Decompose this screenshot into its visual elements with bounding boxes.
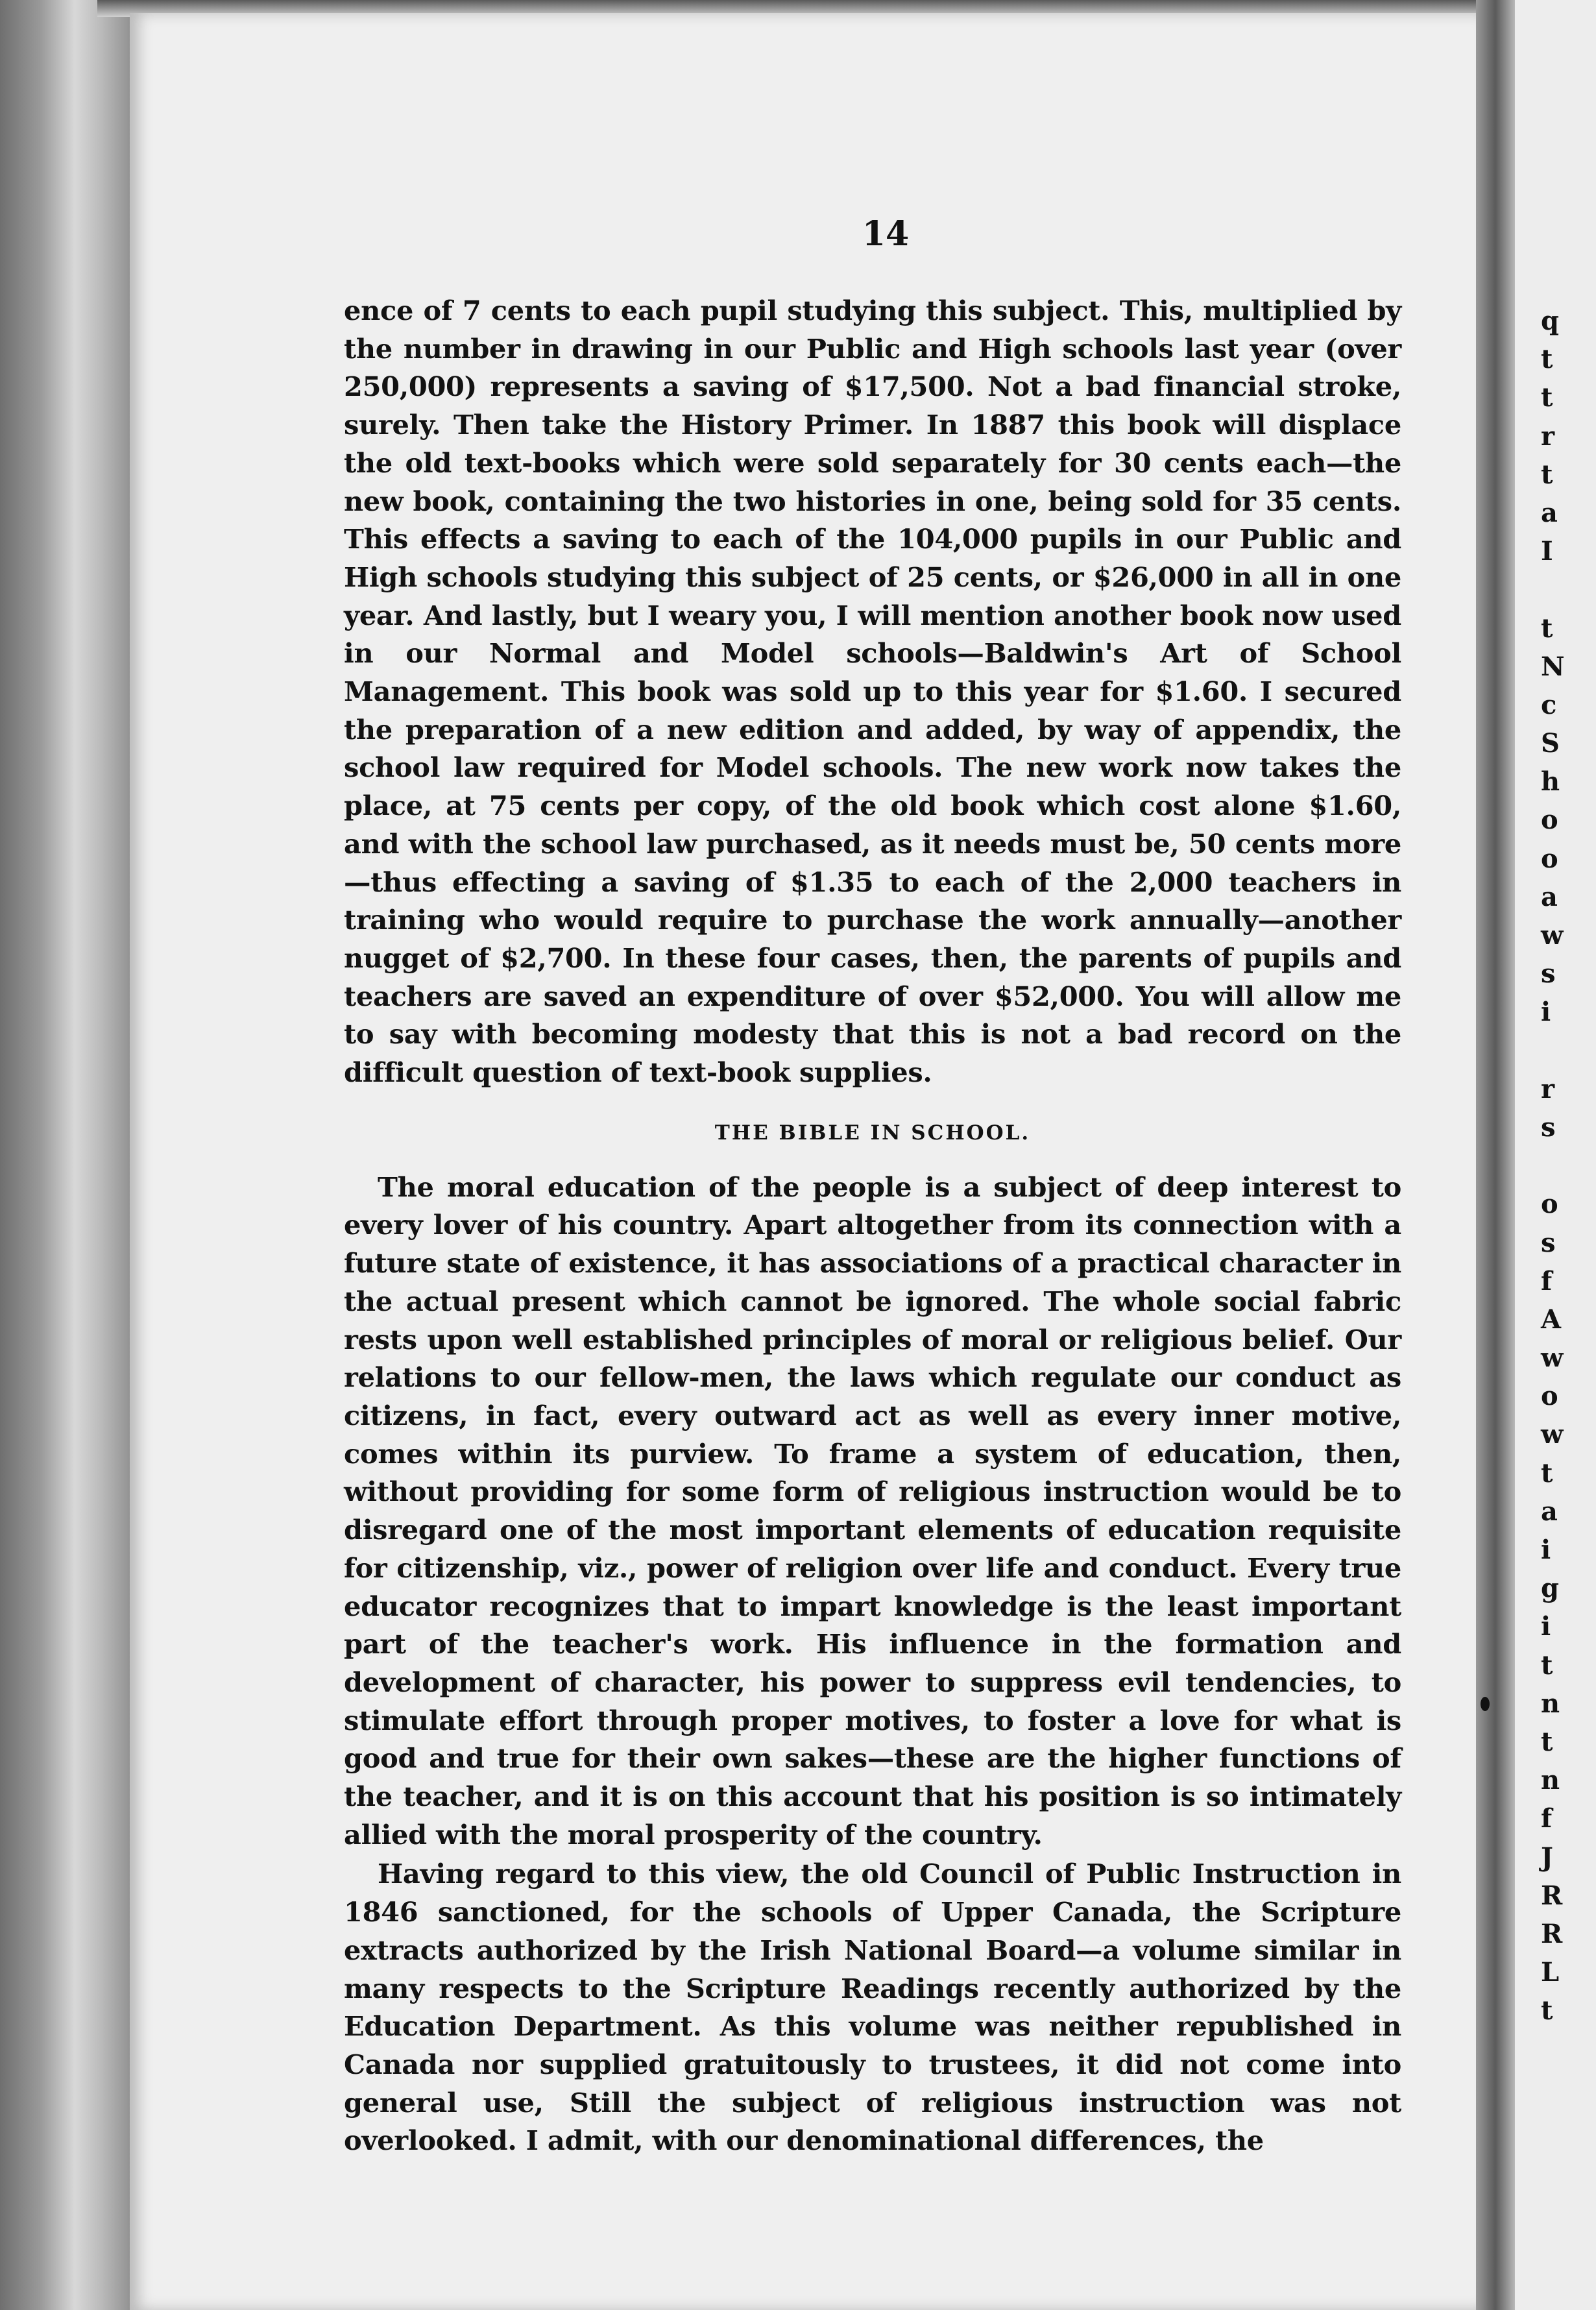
- paragraph-text-book-savings: ence of 7 cents to each pupil studying this subject. This, multiplied by the number in drawing in our Public and High schools last year (over 250,000) represents a saving of $17,500. Not a bad financial stroke, surely. Then take the History Primer. In 1887 this book will displace the old text-books which were sold separately for 30 cents each—the new book, containing the two histories in one, being sold for 35 cents. This effects a saving to each of the 104,000 pupils in our Public and High schools studying this subject of 25 cents, or $26,000 in all in one year. And lastly, but I weary you, I will mention another book now used in our Normal and Model schools—Baldwin's Art of School Management. This book was sold up to this year for $1.60. I secured the preparation of a new edition and added, by way of appendix, the school law required for Model schools. The new work now takes the place, at 75 cents per copy, of the old book which cost alone $1.60, and with the school law purchased, as it needs must be, 50 cents more—thus effecting a saving of $1.35 to each of the 2,000 teachers in training who would require to purchase the work annually—another nugget of $2,700. In these four cases, then, the parents of pupils and teachers are saved an expenditure of over $52,000. You will allow me to say with becoming modesty that this is not a bad record on the difficult question of text-book supplies.: [344, 295, 1401, 1089]
- page-body: [344, 292, 1401, 2160]
- facing-page-fragment: s: [1541, 958, 1556, 990]
- facing-page-fragment: r: [1541, 420, 1555, 452]
- book-gutter: [1476, 0, 1515, 2310]
- facing-page-fragment: f: [1541, 1803, 1553, 1834]
- facing-page-fragment: c: [1541, 689, 1557, 720]
- facing-page-fragment: w: [1541, 1343, 1564, 1374]
- facing-page-fragment: t: [1541, 459, 1553, 490]
- facing-page-fragment: I: [1541, 536, 1553, 567]
- facing-page-fragment: L: [1541, 1957, 1560, 1988]
- facing-page-text-fragments: [1541, 302, 1586, 2030]
- facing-page-fragment: n: [1541, 1688, 1560, 1719]
- facing-page-fragment: r: [1541, 1073, 1555, 1104]
- facing-page-fragment: [1541, 1147, 1586, 1185]
- facing-page-fragment: i: [1541, 1611, 1551, 1642]
- facing-page-fragment: s: [1541, 1112, 1556, 1143]
- facing-page-fragment: i: [1541, 1535, 1551, 1565]
- facing-page-fragment: h: [1541, 766, 1560, 797]
- facing-page-fragment: o: [1541, 1381, 1558, 1412]
- facing-page-fragment: [1541, 1032, 1586, 1070]
- facing-page-fragment: t: [1541, 1726, 1553, 1757]
- paragraph-council-instruction: Having regard to this view, the old Council of Public Instruction in 1846 sanctioned, for the schools of Upper Canada, the Scripture extracts authorized by the Irish National Board—a volume similar in many respects to the Scripture Readings recently authorized by the Education Department. As this volume was neither republished in Canada nor supplied gratuitously to trustees, it did not come into general use, Still the subject of religious instruction was not overlooked. I admit, with our denominational differences, the: [344, 1858, 1401, 2157]
- facing-page-fragment: g: [1541, 1573, 1559, 1604]
- facing-page-fragment: a: [1541, 1496, 1558, 1527]
- ink-dot: [1481, 1697, 1490, 1711]
- facing-page-fragment: t: [1541, 1649, 1553, 1681]
- facing-page-fragment: R: [1541, 1880, 1563, 1911]
- facing-page-fragment: o: [1541, 1189, 1558, 1220]
- facing-page-fragment: w: [1541, 1419, 1564, 1450]
- facing-page-fragment: o: [1541, 805, 1558, 836]
- facing-page-fragment: t: [1541, 1457, 1553, 1489]
- facing-page-fragment: i: [1541, 997, 1551, 1028]
- facing-page-fragment: [1541, 570, 1586, 609]
- facing-page-fragment: n: [1541, 1765, 1560, 1796]
- facing-page-fragment: s: [1541, 1227, 1556, 1258]
- facing-page-fragment: t: [1541, 382, 1553, 413]
- facing-page-fragment: t: [1541, 1995, 1553, 2026]
- facing-page-fragment: q: [1541, 306, 1559, 336]
- facing-page-fragment: A: [1541, 1304, 1562, 1335]
- facing-page-fragment: w: [1541, 920, 1564, 951]
- paragraph-moral-education: The moral education of the people is a subject of deep interest to every lover of his country. Apart altogether from its connection with a future state of existence, it has associations of a practical character in the actual present which cannot be ignored. The whole social fabric rests upon well established principles of moral or religious belief. Our relations to our fellow-men, the laws which regulate our conduct as citizens, in fact, every outward act as well as every inner motive, comes within its purview. To frame a system of education, then, without providing for some form of religious instruction would be to disregard one of the most important elements of education requisite for citizenship, viz., power of religion over life and conduct. Every true educator recognizes that to impart knowledge is the least important part of the teacher's work. His influence in the formation and development of character, his power to suppress evil tendencies, to stimulate effort through proper motives, to foster a love for what is good and true for their own sakes—these are the higher functions of the teacher, and it is on this account that his position is so intimately allied with the moral prosperity of the country.: [344, 1171, 1401, 1851]
- facing-page-fragment: t: [1541, 344, 1553, 375]
- facing-page-fragment: o: [1541, 843, 1558, 874]
- facing-page-fragment: R: [1541, 1918, 1563, 1949]
- page-left-edge: [0, 0, 136, 2310]
- facing-page-fragment: S: [1541, 728, 1560, 759]
- section-heading: THE BIBLE IN SCHOOL.: [714, 1121, 1031, 1145]
- facing-page-fragment: J: [1541, 1842, 1553, 1873]
- page-number: 14: [862, 214, 910, 254]
- facing-page-fragment: N: [1541, 651, 1565, 682]
- facing-page-fragment: f: [1541, 1265, 1553, 1296]
- facing-page-fragment: a: [1541, 497, 1558, 528]
- facing-page-fragment: a: [1541, 881, 1558, 912]
- facing-page-fragment: t: [1541, 613, 1553, 644]
